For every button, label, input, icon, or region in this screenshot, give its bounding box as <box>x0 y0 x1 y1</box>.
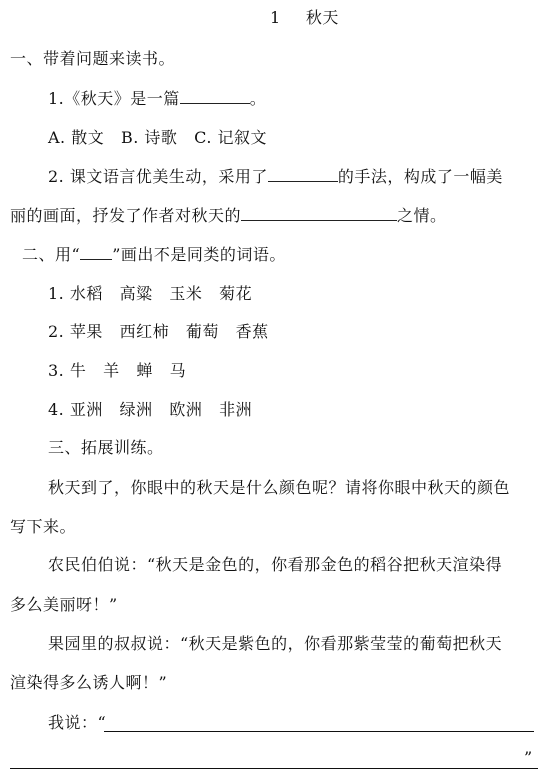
section1-heading: 一、带着问题来读书。 <box>10 49 176 68</box>
prompt-line1: 秋天到了，你眼中的秋天是什么颜色呢？请将你眼中秋天的颜色 <box>48 478 511 497</box>
uncle-line2: 渲染得多么诱人啊！” <box>10 673 168 692</box>
section2-heading-text: 二、用“ <box>22 245 81 264</box>
question-2-line1 <box>48 167 503 187</box>
section3-heading: 三、拓展训练。 <box>48 438 164 457</box>
answer-blank[interactable] <box>268 167 338 182</box>
prompt-line2: 写下来。 <box>10 517 77 536</box>
uncle-line1: 果园里的叔叔说：“秋天是紫色的，你看那紫莹莹的葡萄把秋天 <box>48 634 503 653</box>
lesson-number: 1 <box>270 8 281 27</box>
list-item: 4. 亚洲 绿洲 欧洲 非洲 <box>48 400 253 419</box>
my-answer-label: 我说：“ <box>48 713 107 732</box>
farmer-line2: 多么美丽呀！” <box>10 595 118 614</box>
question-2-text-line2: 丽的画面，抒发了作者对秋天的 <box>10 206 242 225</box>
answer-blank[interactable] <box>180 89 250 104</box>
lesson-title: 秋天 <box>305 8 339 27</box>
answer-line[interactable] <box>10 768 538 769</box>
question-2-suffix: 之情。 <box>397 206 447 225</box>
question-2-line2 <box>10 206 447 226</box>
page-title <box>270 8 339 28</box>
list-item: 1. 水稻 高粱 玉米 菊花 <box>48 284 253 303</box>
list-item: 3. 牛 羊 蝉 马 <box>48 361 187 380</box>
section2-heading <box>22 245 286 265</box>
closing-quote: ” <box>524 748 533 767</box>
farmer-line1: 农民伯伯说：“秋天是金色的，你看那金色的稻谷把秋天渲染得 <box>48 555 503 574</box>
question-2-text: 2. 课文语言优美生动，采用了 <box>48 167 268 186</box>
question-1-text: 1.《秋天》是一篇 <box>48 89 180 108</box>
section2-heading-text-cont: ”画出不是同类的词语。 <box>112 245 286 264</box>
answer-blank[interactable] <box>241 206 397 221</box>
underline-sample <box>80 245 112 260</box>
list-item: 2. 苹果 西红柿 葡萄 香蕉 <box>48 322 269 341</box>
question-1-options: A. 散文 B. 诗歌 C. 记叙文 <box>48 128 268 147</box>
question-1 <box>48 89 266 109</box>
question-2-text-cont: 的手法，构成了一幅美 <box>337 167 503 186</box>
answer-line[interactable] <box>104 731 534 732</box>
question-1-suffix: 。 <box>249 89 267 108</box>
